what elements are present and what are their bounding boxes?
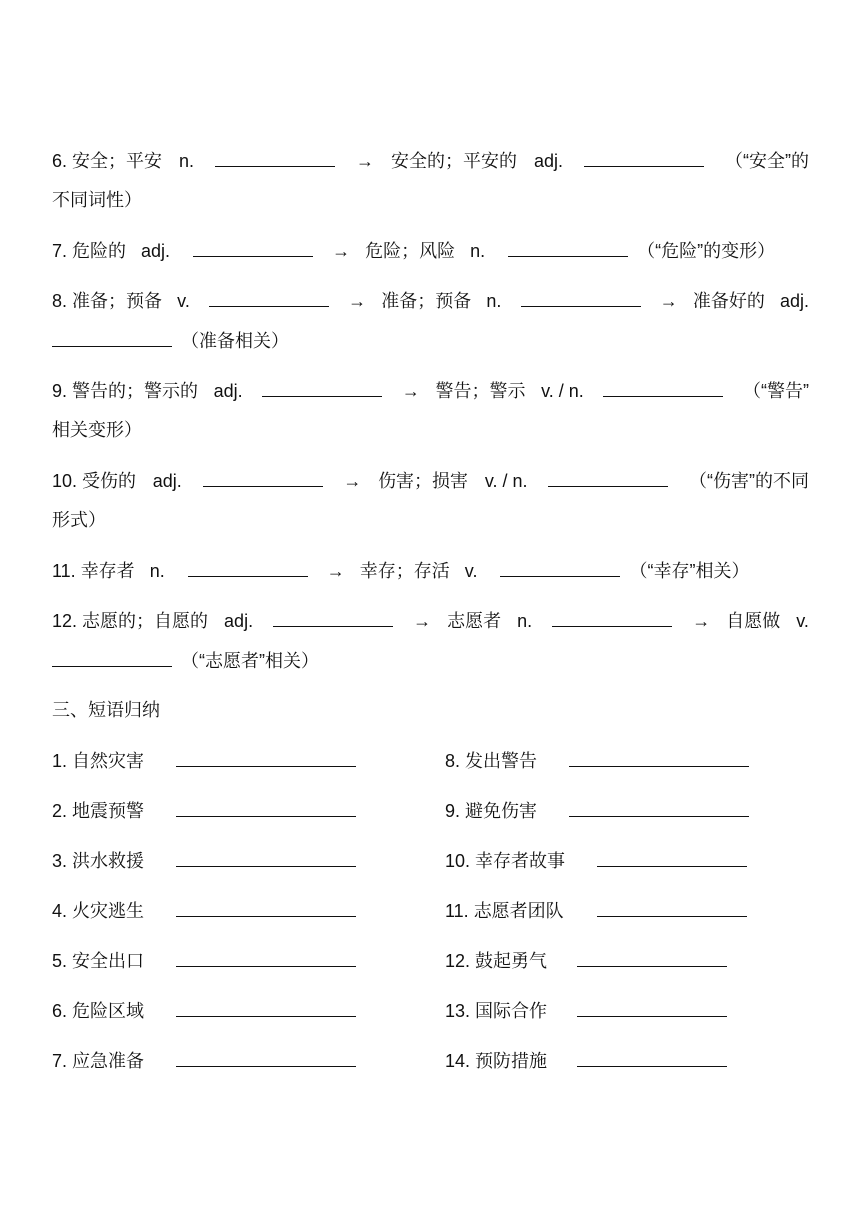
phrase-3-blank[interactable]: [176, 848, 356, 867]
item-6-pos: n.: [179, 151, 195, 171]
phrase-8-blank[interactable]: [569, 748, 749, 767]
vocab-item-8-cont: [52, 328, 812, 353]
phrase-11-blank[interactable]: [597, 898, 747, 917]
phrase-9-label: 9. 避免伤害: [445, 801, 538, 821]
arrow: →: [343, 471, 362, 491]
item-8-blank-2[interactable]: [521, 288, 641, 307]
phrase-4: [52, 898, 392, 923]
phrase-11: [445, 898, 805, 923]
item-10-blank-2[interactable]: [548, 468, 668, 487]
item-8-blank-1[interactable]: [209, 288, 329, 307]
item-7-note: （“危险”的变形）: [637, 241, 776, 261]
item-12-pos-2: n.: [517, 611, 533, 631]
vocab-item-6-cont: [52, 188, 812, 212]
phrase-6: [52, 998, 392, 1023]
item-11-blank-2[interactable]: [500, 558, 620, 577]
arrow: →: [413, 611, 432, 631]
phrase-5-blank[interactable]: [176, 948, 356, 967]
phrase-13-label: 13. 国际合作: [445, 1001, 548, 1021]
phrase-8-label: 8. 发出警告: [445, 751, 538, 771]
phrase-5: [52, 948, 392, 973]
phrase-10-blank[interactable]: [597, 848, 747, 867]
item-11-cn: 11. 幸存者: [52, 561, 135, 581]
arrow: →: [692, 611, 711, 631]
vocab-item-12-cont: [52, 648, 812, 673]
item-10-pos: adj.: [152, 471, 182, 491]
item-7-blank-2[interactable]: [508, 238, 628, 257]
phrase-7: [52, 1048, 392, 1073]
phrase-9: [445, 798, 805, 823]
phrase-3-label: 3. 洪水救援: [52, 851, 145, 871]
phrase-10: [445, 848, 805, 873]
vocab-item-6: [52, 148, 809, 173]
item-7-pos-2: n.: [470, 241, 486, 261]
phrase-12-label: 12. 鼓起勇气: [445, 951, 548, 971]
phrase-1-label: 1. 自然灾害: [52, 751, 145, 771]
phrase-3: [52, 848, 392, 873]
item-10-note: （“伤害”的不同: [689, 471, 809, 491]
item-8-pos: v.: [177, 291, 190, 311]
item-9-cn: 9. 警告的；警示的: [52, 381, 199, 401]
item-11-note: （“幸存”相关）: [629, 561, 750, 581]
item-8-cn-2: 准备；预备: [381, 291, 472, 311]
vocab-item-10: [52, 468, 809, 493]
phrase-2: [52, 798, 392, 823]
item-12-blank-3[interactable]: [52, 648, 172, 667]
item-6-note: （“安全”的: [724, 151, 809, 171]
phrase-2-blank[interactable]: [176, 798, 356, 817]
phrase-11-label: 11. 志愿者团队: [445, 901, 564, 921]
item-12-pos-3: v.: [796, 611, 809, 631]
arrow: →: [332, 241, 351, 261]
phrase-2-label: 2. 地震预警: [52, 801, 145, 821]
item-10-cn: 10. 受伤的: [52, 471, 137, 491]
phrase-4-label: 4. 火灾逃生: [52, 901, 145, 921]
phrase-12-blank[interactable]: [577, 948, 727, 967]
item-10-cn-2: 伤害；损害: [378, 471, 469, 491]
item-11-blank-1[interactable]: [188, 558, 308, 577]
phrase-1: [52, 748, 392, 773]
item-8-pos-2: n.: [486, 291, 502, 311]
phrase-12: [445, 948, 805, 973]
vocab-item-9: [52, 378, 809, 403]
item-10-note-cont: 形式）: [52, 510, 106, 530]
item-11-pos: n.: [149, 561, 165, 581]
vocab-item-8: [52, 288, 809, 313]
item-12-blank-2[interactable]: [552, 608, 672, 627]
item-7-blank-1[interactable]: [193, 238, 313, 257]
item-8-cn-3: 准备好的: [692, 291, 765, 311]
vocab-item-12: [52, 608, 809, 633]
phrase-5-label: 5. 安全出口: [52, 951, 145, 971]
item-6-blank-2[interactable]: [584, 148, 704, 167]
item-8-note: （准备相关）: [181, 331, 290, 351]
item-12-blank-1[interactable]: [273, 608, 393, 627]
phrase-13-blank[interactable]: [577, 998, 727, 1017]
arrow: →: [326, 561, 345, 581]
phrase-10-label: 10. 幸存者故事: [445, 851, 566, 871]
item-9-note: （“警告”: [743, 381, 809, 401]
item-12-cn: 12. 志愿的；自愿的: [52, 611, 209, 631]
item-9-blank-1[interactable]: [262, 378, 382, 397]
phrase-4-blank[interactable]: [176, 898, 356, 917]
phrase-6-blank[interactable]: [176, 998, 356, 1017]
item-6-cn: 6. 安全；平安: [52, 151, 163, 171]
item-9-cn-2: 警告；警示: [435, 381, 526, 401]
phrase-6-label: 6. 危险区域: [52, 1001, 145, 1021]
phrase-7-blank[interactable]: [176, 1048, 356, 1067]
phrase-14: [445, 1048, 805, 1073]
phrase-7-label: 7. 应急准备: [52, 1051, 145, 1071]
arrow: →: [659, 291, 678, 311]
phrase-14-blank[interactable]: [577, 1048, 727, 1067]
arrow: →: [348, 291, 367, 311]
vocab-item-9-cont: [52, 418, 812, 442]
item-12-cn-2: 志愿者: [447, 611, 502, 631]
vocab-item-7: [52, 238, 812, 263]
item-9-note-cont: 相关变形）: [52, 420, 142, 440]
vocab-item-10-cont: [52, 508, 812, 532]
item-7-cn: 7. 危险的: [52, 241, 127, 261]
phrase-14-label: 14. 预防措施: [445, 1051, 548, 1071]
item-12-pos: adj.: [224, 611, 254, 631]
item-7-cn-2: 危险；风险: [365, 241, 456, 261]
item-8-blank-3[interactable]: [52, 328, 172, 347]
item-12-cn-3: 自愿做: [726, 611, 781, 631]
item-9-pos: adj.: [213, 381, 243, 401]
phrase-8: [445, 748, 805, 773]
item-8-pos-3: adj.: [779, 291, 809, 311]
arrow: →: [355, 151, 374, 171]
phrase-1-blank[interactable]: [176, 748, 356, 767]
phrase-9-blank[interactable]: [569, 798, 749, 817]
item-10-blank-1[interactable]: [203, 468, 323, 487]
item-6-pos-2: adj.: [533, 151, 563, 171]
vocab-item-11: [52, 558, 812, 583]
item-9-blank-2[interactable]: [603, 378, 723, 397]
item-8-cn: 8. 准备；预备: [52, 291, 163, 311]
item-12-note: （“志愿者”相关）: [181, 651, 320, 671]
item-10-pos-2: v. / n.: [484, 471, 528, 491]
section-title-text: 三、短语归纳: [52, 700, 160, 720]
item-7-pos: adj.: [141, 241, 171, 261]
item-11-pos-2: v.: [464, 561, 478, 581]
item-6-blank-1[interactable]: [215, 148, 335, 167]
item-6-cn-2: 安全的；平安的: [390, 151, 517, 171]
item-11-cn-2: 幸存；存活: [359, 561, 450, 581]
arrow: →: [401, 381, 420, 401]
item-9-pos-2: v. / n.: [541, 381, 584, 401]
phrase-13: [445, 998, 805, 1023]
item-6-note-cont: 不同词性）: [52, 190, 142, 210]
section-title: [52, 698, 812, 722]
